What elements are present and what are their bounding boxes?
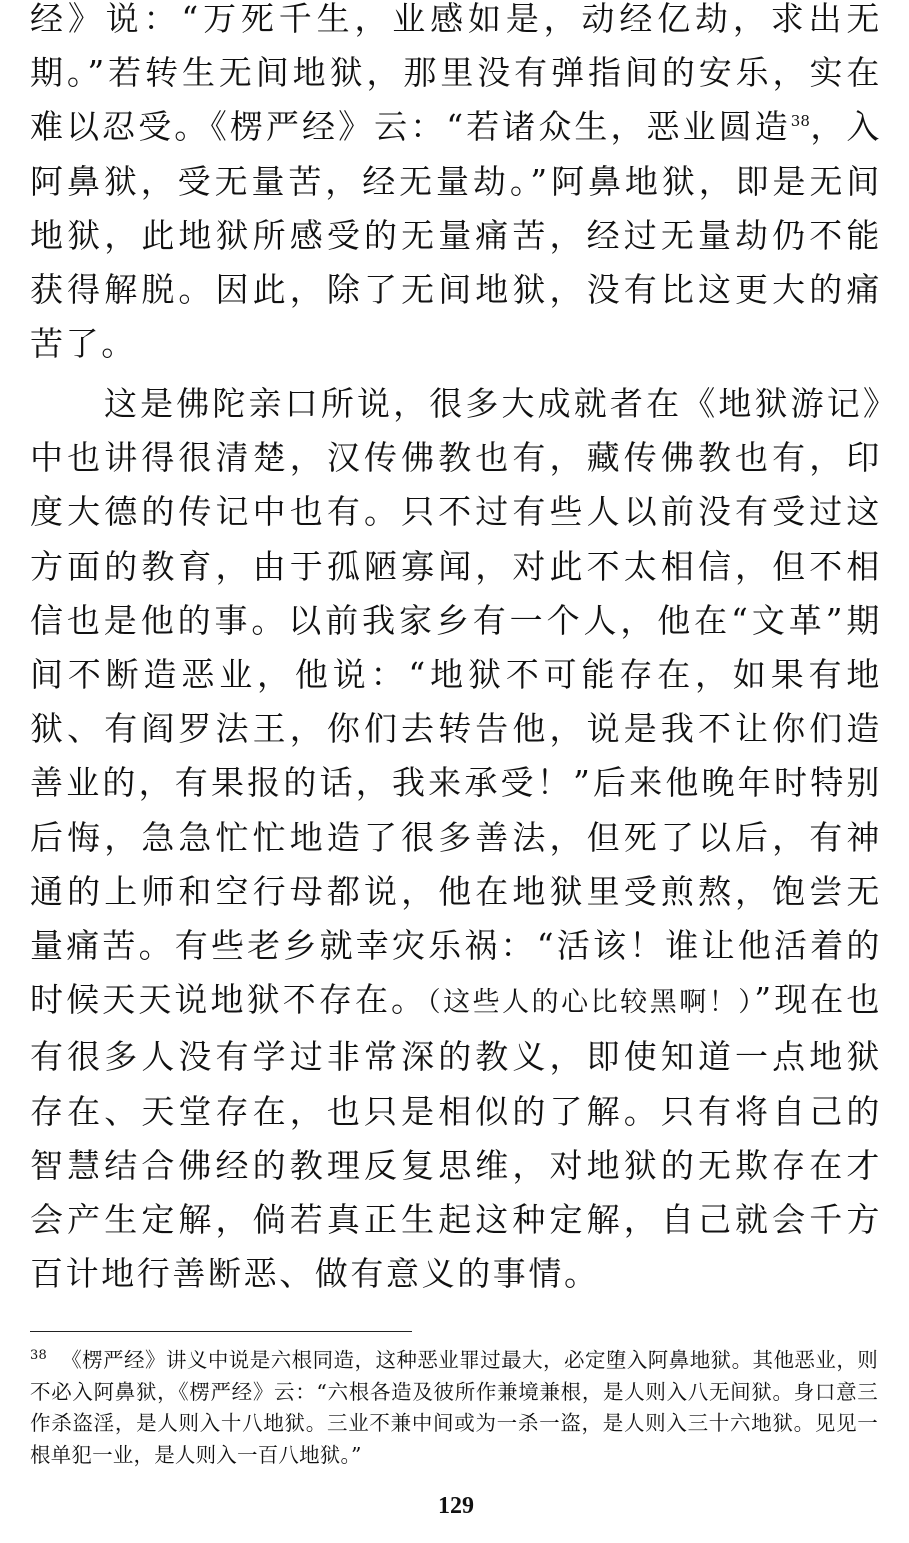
paragraph-2-text-a: 这是佛陀亲口所说，很多大成就者在《地狱游记》中也讲得很清楚，汉传佛教也有，藏传佛教也有，印度大德的传记中也有。只不过有些人以前没有受过这方面的教育，由于孤陋寡闻，对此不太相信，但不相信也是他的事。以前我家乡有一个人，他在“文革”期间不断造恶业，他说：“地狱不可能存在，如果有地狱、有阎罗法王，你们去转告他，说是我不让你们造善业的，有果报的话，我来承受！”后来他晚年时特别后悔，急急忙忙地造了很多善法，但死了以后，有神通的上师和空行母都说，他在地狱里受煎熬，饱尝无量痛苦。有些老乡就幸灾乐祸：“活该！谁让他活着的时候天天说地狱不存在。 (30, 384, 882, 1020)
book-page (30, 0, 882, 1543)
paragraph-2 (30, 377, 882, 1301)
footnote-number: 38 (30, 1348, 47, 1364)
page-number: 129 (438, 1493, 474, 1519)
footnote-38 (30, 1345, 878, 1471)
paragraph-1 (30, 0, 882, 371)
paragraph-1-text-a: 经》说：“万死千生，业感如是，动经亿劫，求出无期。”若转生无间地狱，那里没有弹指间的安乐，实在难以忍受。《楞严经》云：“若诸众生，恶业圆造 (30, 0, 882, 147)
footnote-separator (30, 1331, 412, 1332)
footnote-reference-38[interactable]: 38 (790, 112, 810, 131)
paragraph-2-text-b: ”现在也有很多人没有学过非常深的教义，即使知道一点地狱存在、天堂存在，也只是相似的了解。只有将自己的智慧结合佛经的教理反复思维，对地狱的无欺存在才会产生定解，倘若真正生起这种定解，自己就会千方百计地行善断恶、做有意义的事情。 (30, 980, 883, 1294)
parenthetical-aside: （这些人的心比较黑啊！） (427, 987, 755, 1019)
paragraph-1-text-b: ，入阿鼻狱，受无量苦，经无量劫。”阿鼻地狱，即是无间地狱，此地狱所感受的无量痛苦，经过无量劫仍不能获得解脱。因此，除了无间地狱，没有比这更大的痛苦了。 (30, 107, 883, 364)
footnote-text: 《楞严经》讲义中说是六根同造，这种恶业罪过最大，必定堕入阿鼻地狱。其他恶业，则不必入阿鼻狱，《楞严经》云：“六根各造及彼所作兼境兼根，是人则入八无间狱。身口意三作杀盗淫，是人则入十八地狱。三业不兼中间或为一杀一盗，是人则入三十六地狱。见见一根单犯一业，是人则入一百八地狱。” (30, 1348, 878, 1467)
